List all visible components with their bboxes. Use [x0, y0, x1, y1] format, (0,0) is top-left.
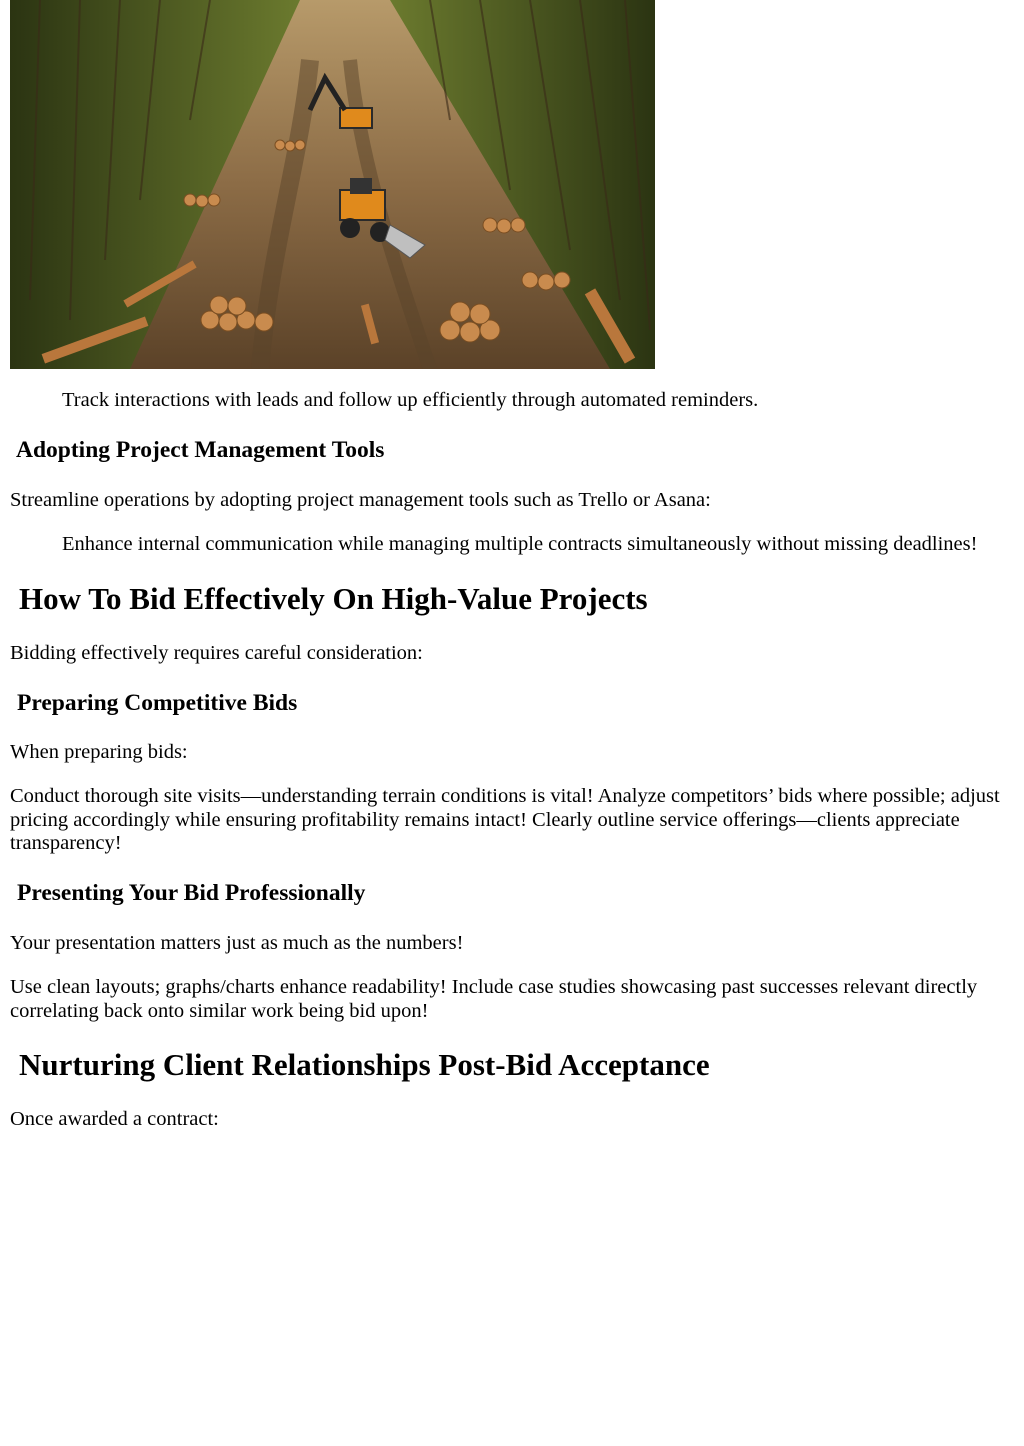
paragraph-once-awarded: Once awarded a contract: — [10, 1108, 219, 1130]
paragraph-clean-layouts: Use clean layouts; graphs/charts enhance readability! Include case studies showcasing past successes relevant directly correlating back onto similar work being bid upon! — [10, 976, 978, 1022]
paragraph-bidding-consideration: Bidding effectively requires careful consideration: — [10, 642, 423, 664]
heading-bid-effectively: How To Bid Effectively On High-Value Projects — [19, 581, 648, 616]
paragraph-streamline-operations: Streamline operations by adopting project management tools such as Trello or Asana: — [10, 489, 711, 511]
heading-project-management-tools: Adopting Project Management Tools — [16, 437, 385, 463]
blockquote-lead-tracking: Track interactions with leads and follow up efficiently through automated reminders. — [62, 389, 759, 411]
paragraph-when-preparing: When preparing bids: — [10, 741, 188, 763]
heading-nurturing-relationships: Nurturing Client Relationships Post-Bid Acceptance — [19, 1047, 710, 1082]
paragraph-site-visits: Conduct thorough site visits—understanding terrain conditions is vital! Analyze competitors’ bids where possible; adjust pricing accordingly while ensuring profitability remains intact! Clearly outline service offerings—clients appreciate transparency! — [10, 785, 1000, 854]
paragraph-presentation-matters: Your presentation matters just as much as the numbers! — [10, 932, 464, 954]
heading-presenting-bid: Presenting Your Bid Professionally — [17, 880, 366, 906]
blockquote-internal-communication: Enhance internal communication while managing multiple contracts simultaneously without missing deadlines! — [62, 533, 978, 555]
heading-preparing-competitive-bids: Preparing Competitive Bids — [17, 690, 298, 716]
logging-site-image — [10, 0, 655, 369]
